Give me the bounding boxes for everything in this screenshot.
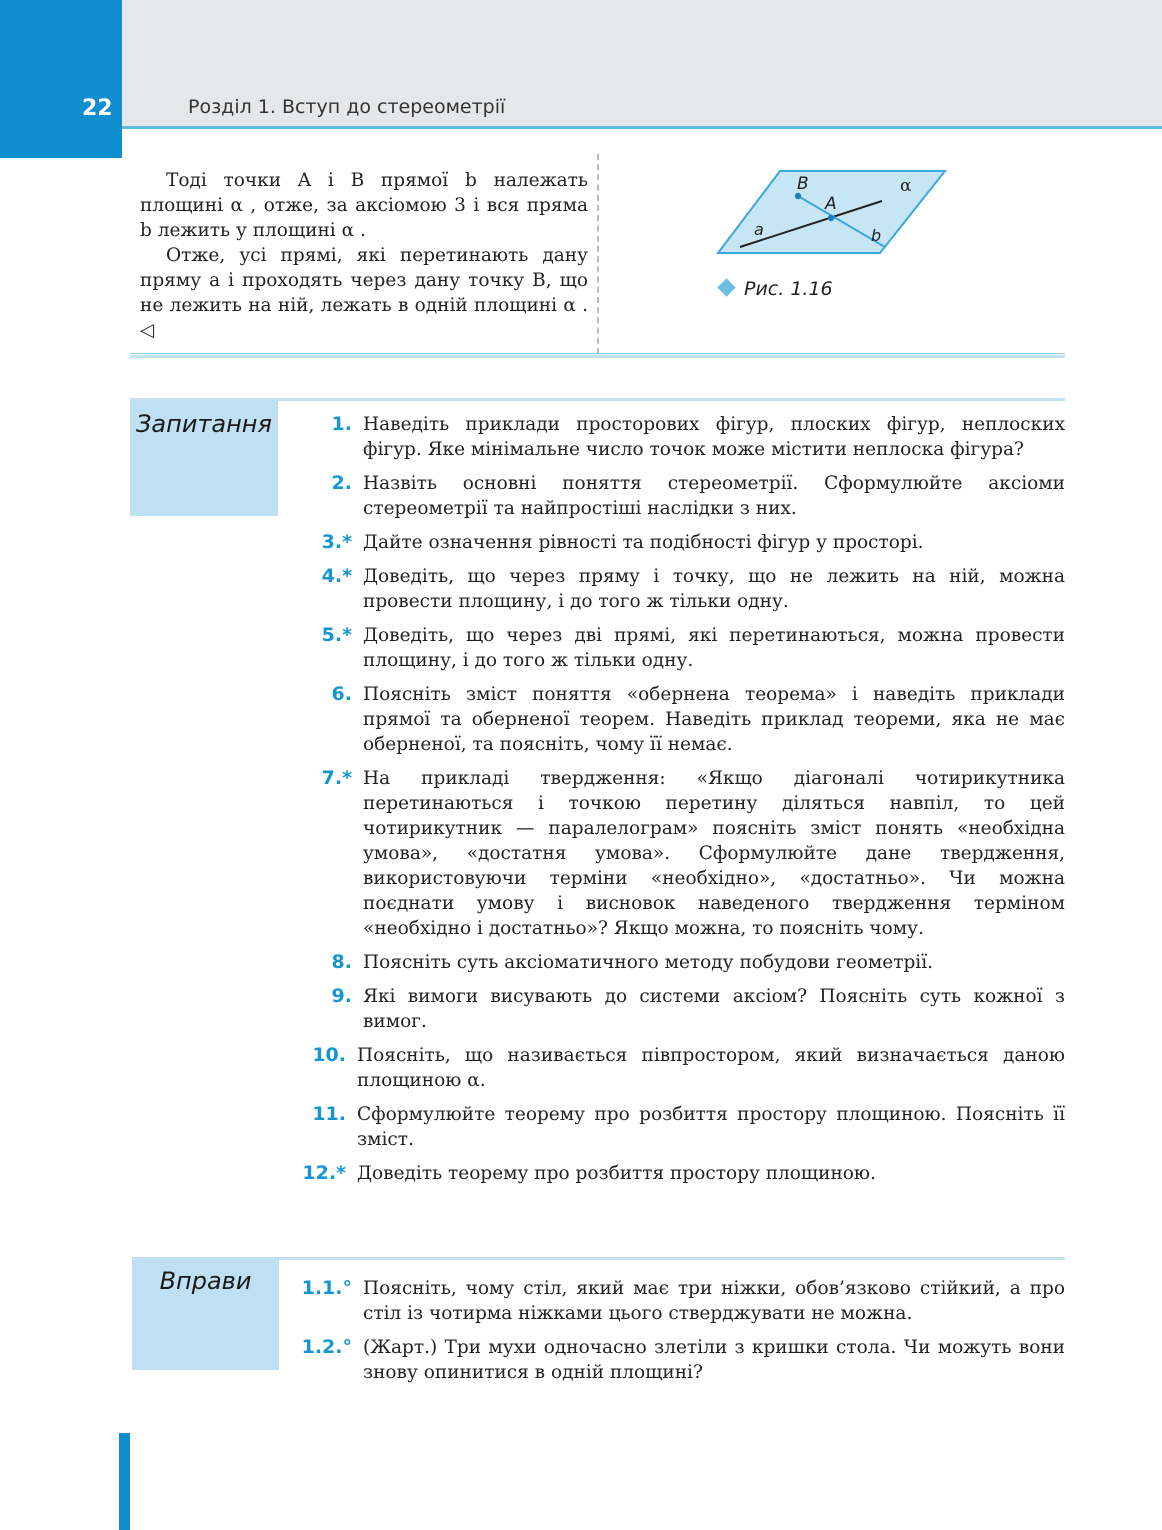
item-text: Сформулюйте теорему про розбиття простору площиною. Поясніть її зміст.	[357, 1104, 1065, 1150]
item-number: 9.	[331, 985, 352, 1007]
item-number: 2.	[331, 472, 352, 494]
item-number: 8.	[331, 951, 352, 973]
list-item	[300, 412, 1065, 462]
item-number: 7.*	[321, 767, 352, 789]
item-number: 1.	[331, 413, 352, 435]
proof-text	[140, 168, 588, 343]
list-item	[300, 1102, 1065, 1152]
label-b-point: B	[797, 174, 809, 194]
item-text: Поясніть суть аксіоматичного методу побудови геометрії.	[363, 952, 933, 973]
label-line-a: a	[754, 220, 764, 239]
exercises-heading-box	[132, 1257, 279, 1370]
item-text: (Жарт.) Три мухи одночасно злетіли з кришки стола. Чи можуть вони знову опинитися в одній площині?	[363, 1337, 1065, 1383]
label-alpha: α	[900, 176, 912, 196]
item-number: 1.2.°	[301, 1336, 352, 1358]
exercises-heading: Вправи	[159, 1267, 252, 1295]
list-item	[300, 984, 1065, 1034]
list-item	[300, 1043, 1065, 1093]
questions-list	[300, 412, 1065, 1195]
figure-plane-lines	[710, 165, 955, 265]
label-line-b: b	[871, 226, 882, 245]
item-text: Які вимоги висувають до системи аксіом? Поясніть суть кожної з вимог.	[363, 986, 1065, 1032]
list-item	[300, 623, 1065, 673]
item-text: На прикладі твердження: «Якщо діагоналі чотирикутника перетинаються і точкою перетину діляться навпіл, то цей чотирикутник — паралелограм» поясніть зміст понять «необхідна умова», «достатня умова». Сформулюйте дане твердження, використовуючи терміни «необхідно», «достатньо». Чи можна поєднати умову і висновок наведеного твердження терміном «необхідно і достатньо»? Якщо можна, то поясніть чому.	[363, 768, 1065, 939]
item-number: 4.*	[321, 565, 352, 587]
item-text: Дайте означення рівності та подібності фігур у просторі.	[363, 532, 924, 553]
list-item	[300, 471, 1065, 521]
section-divider-dark	[130, 353, 1065, 354]
figure-caption	[720, 278, 833, 300]
item-text: Поясніть, чому стіл, який має три ніжки, обов’язково стійкий, а про стіл із чотирма ніжками цього стверджувати не можна.	[363, 1278, 1065, 1324]
item-number: 3.*	[321, 531, 352, 553]
list-item	[300, 950, 1065, 975]
item-number: 5.*	[321, 624, 352, 646]
item-number: 11.	[312, 1103, 346, 1125]
header-rule	[122, 126, 1162, 129]
proof-paragraph-2: Отже, усі прямі, які перетинають дану пряму a і проходять через дану точку B, що не лежить на ній, лежать в одній площині α . ◁	[140, 245, 588, 341]
diamond-icon	[717, 278, 735, 296]
proof-paragraph-1: Тоді точки A і B прямої b належать площині α , отже, за аксіомою 3 і вся пряма b лежить у площині α .	[140, 170, 588, 241]
page-number: 22	[82, 96, 113, 121]
point-a	[828, 215, 834, 221]
list-item	[300, 1335, 1065, 1385]
list-item	[300, 1161, 1065, 1186]
section-divider	[130, 355, 1065, 358]
item-text: Доведіть, що через дві прямі, які перетинаються, можна провести площину, і до того ж тільки одну.	[363, 625, 1065, 671]
item-number: 1.1.°	[301, 1277, 352, 1299]
list-item	[300, 1276, 1065, 1326]
column-divider	[597, 154, 599, 354]
item-number: 12.*	[302, 1162, 346, 1184]
item-text: Доведіть, що через пряму і точку, що не лежить на ній, можна провести площину, і до того ж тільки одну.	[363, 566, 1065, 612]
item-number: 6.	[331, 683, 352, 705]
questions-heading: Запитання	[136, 410, 272, 438]
questions-heading-box	[130, 400, 278, 516]
list-item	[300, 564, 1065, 614]
page-number-tab	[0, 0, 122, 158]
label-a-point: A	[825, 194, 837, 214]
item-text: Доведіть теорему про розбиття простору площиною.	[357, 1163, 876, 1184]
list-item	[300, 766, 1065, 941]
item-number: 10.	[312, 1044, 346, 1066]
chapter-title: Розділ 1. Вступ до стереометрії	[188, 96, 506, 118]
item-text: Поясніть, що називається півпростором, який визначається даною площиною α.	[357, 1045, 1065, 1091]
item-text: Назвіть основні поняття стереометрії. Сформулюйте аксіоми стереометрії та найпростіші наслідки з них.	[363, 473, 1065, 519]
list-item	[300, 530, 1065, 555]
margin-accent-bar	[119, 1433, 130, 1530]
item-text: Поясніть зміст поняття «обернена теорема» і наведіть приклади прямої та оберненої теорем. Наведіть приклад теореми, яка не має оберненої, та поясніть, чому її немає.	[363, 684, 1065, 755]
figure-caption-text: Рис. 1.16	[744, 278, 833, 300]
header-band	[0, 0, 1162, 128]
exercises-list	[300, 1276, 1065, 1394]
exercises-top-rule	[279, 1257, 1065, 1260]
item-text: Наведіть приклади просторових фігур, плоских фігур, неплоских фігур. Яке мінімальне число точок може містити неплоска фігура?	[363, 414, 1065, 460]
list-item	[300, 682, 1065, 757]
